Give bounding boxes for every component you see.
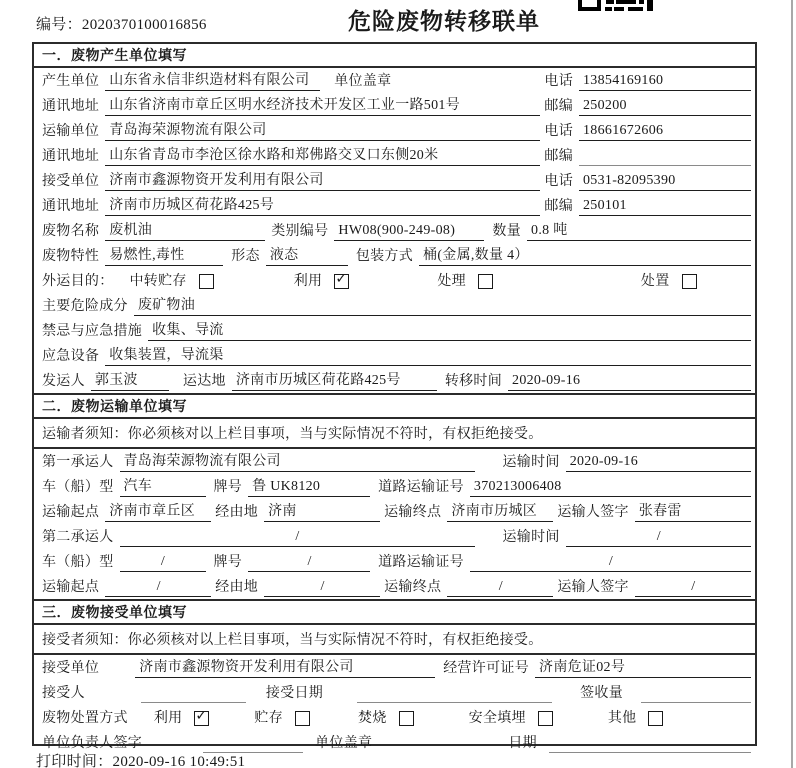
main-hazard-component-label-0: 主要危险成分: [42, 299, 128, 314]
checkbox-recv-incinerate: [399, 711, 414, 726]
transport-unit-label-0: 运输单位: [42, 124, 100, 139]
second-carrier-value-1: /: [120, 529, 475, 547]
vehicle-type-2-value-3: /: [248, 554, 370, 572]
vehicle-type-2-label-2: 牌号: [213, 555, 243, 570]
transfer-purpose-label-5: 处理: [437, 274, 466, 289]
receive-person-label-4: 签收量: [580, 686, 624, 701]
row-receive-unit: [34, 655, 755, 680]
producer-address-value-4: 250200: [579, 98, 751, 116]
receiver-unit-label-0: 接受单位: [42, 174, 100, 189]
receive-person-label-0: 接受人: [42, 686, 85, 701]
receiver-unit-label-3: 电话: [544, 174, 573, 189]
checkbox-recv-landfill: [538, 711, 553, 726]
page-title: 危险废物转移联单: [348, 8, 540, 34]
waste-name-value-1: 废机油: [105, 219, 265, 241]
waste-character-value-1: 易燃性,毒性: [105, 244, 223, 266]
route-1-value-1: 济南市章丘区: [105, 500, 211, 522]
transfer-purpose-label-7: 处置: [640, 274, 670, 289]
print-time-label: 打印时间：: [36, 754, 113, 768]
waste-character-label-0: 废物特性: [42, 249, 100, 264]
checkbox-utilize: [334, 271, 349, 289]
vehicle-type-1-label-2: 牌号: [213, 480, 243, 495]
receiver-address-label-3: 邮编: [544, 199, 573, 214]
page-edge-line: [791, 0, 793, 768]
transport-unit-value-1: 青岛海荣源物流有限公司: [105, 119, 540, 141]
checkbox-recv-other: [648, 711, 663, 726]
waste-character-label-4: 包装方式: [355, 249, 414, 264]
receive-person-label-2: 接受日期: [265, 686, 324, 701]
checkbox-transit-storage: [199, 274, 214, 289]
row-vehicle-type-2: [34, 549, 755, 574]
responsible-signature-label-0: 单位负责人签字: [42, 736, 143, 751]
transfer-purpose-label-3: 利用: [293, 274, 323, 289]
section-3-title: 三．废物接受单位填写: [34, 601, 755, 625]
checkbox-utilize-tick-icon: ✓: [335, 271, 348, 287]
producer-address-label-0: 通讯地址: [42, 99, 100, 114]
row-main-hazard-component: [34, 293, 755, 318]
vehicle-type-1-label-0: 车（船）型: [42, 480, 114, 495]
shipper-label-0: 发运人: [42, 374, 85, 389]
route-2-label-0: 运输起点: [42, 580, 100, 595]
receiver-address-value-4: 250101: [579, 198, 751, 216]
vehicle-type-1-label-4: 道路运输证号: [378, 480, 464, 495]
shipper-value-5: 2020-09-16: [508, 373, 751, 391]
row-producer-unit: [34, 68, 755, 93]
disposal-method-label-0: 废物处置方式: [42, 711, 128, 726]
section-2: [34, 393, 755, 599]
first-carrier-value-1: 青岛海荣源物流有限公司: [120, 450, 475, 472]
checkbox-recv-utilize-tick-icon: ✓: [195, 708, 208, 724]
first-carrier-value-3: 2020-09-16: [566, 454, 751, 472]
disposal-method-label-9: 其他: [607, 711, 637, 726]
shipper-value-3: 济南市历城区荷花路425号: [232, 369, 437, 391]
transfer-purpose-label-1: 中转贮存: [129, 274, 187, 289]
waste-character-value-5: 桶(金属,数量 4）: [419, 244, 751, 266]
receiver-unit-value-1: 济南市鑫源物资开发利用有限公司: [105, 169, 540, 191]
doc-number-value: 2020370100016856: [81, 17, 207, 33]
route-1-value-7: 张春雷: [635, 500, 751, 522]
row-route-2: [34, 574, 755, 599]
doc-number: [36, 13, 207, 34]
producer-address-label-3: 邮编: [544, 99, 573, 114]
row-transport-unit: [34, 118, 755, 143]
print-time-value: 2020-09-16 10:49:51: [112, 754, 246, 768]
transport-address-label-3: 邮编: [544, 149, 573, 164]
section-2-note: 运输者须知：你必须核对以上栏目事项，当与实际情况不符时，有权拒绝接受。: [34, 419, 755, 449]
responsible-signature-label-2: 单位盖章: [315, 736, 373, 751]
row-transport-address: [34, 143, 755, 168]
section-3-note: 接受者须知：你必须核对以上栏目事项，当与实际情况不符时，有权拒绝接受。: [34, 625, 755, 655]
receive-person-value-1: [141, 686, 246, 703]
doc-number-label: 编号：: [36, 17, 82, 33]
receiver-unit-value-4: 0531-82095390: [579, 173, 751, 191]
form-table: [32, 42, 757, 751]
row-second-carrier: [34, 524, 755, 549]
receive-unit-label-0: 接受单位: [42, 661, 100, 676]
vehicle-type-1-value-5: 370213006408: [470, 479, 751, 497]
route-2-value-3: /: [264, 579, 380, 597]
first-carrier-label-0: 第一承运人: [42, 455, 114, 470]
responsible-signature-label-3: 日期: [508, 736, 537, 751]
section-3: [34, 599, 755, 755]
row-precaution-measures: [34, 318, 755, 343]
transport-address-value-4: [579, 149, 751, 166]
row-receive-person: [34, 680, 755, 705]
emergency-equipment-label-0: 应急设备: [42, 349, 100, 364]
first-carrier-label-2: 运输时间: [502, 455, 560, 470]
vehicle-type-2-value-1: /: [120, 554, 206, 572]
second-carrier-label-2: 运输时间: [502, 530, 560, 545]
disposal-method-label-3: 贮存: [254, 711, 284, 726]
row-vehicle-type-1: [34, 474, 755, 499]
row-disposal-method: [34, 705, 755, 730]
row-first-carrier: [34, 449, 755, 474]
waste-character-value-3: 液态: [266, 244, 348, 266]
transfer-purpose-label-0: 外运目的：: [42, 274, 114, 289]
main-hazard-component-value-1: 废矿物油: [134, 294, 751, 316]
producer-unit-value-1: 山东省永信非织造材料有限公司: [105, 69, 320, 91]
receiver-address-value-1: 济南市历城区荷花路425号: [105, 194, 540, 216]
emergency-equipment-value-1: 收集装置，导流渠: [105, 344, 751, 366]
route-1-label-4: 运输终点: [384, 505, 442, 520]
producer-unit-label-0: 产生单位: [42, 74, 100, 89]
qr-code-fragment: [578, 0, 654, 11]
receive-person-value-5: [641, 686, 751, 703]
waste-name-label-0: 废物名称: [42, 224, 100, 239]
row-waste-name: [34, 218, 755, 243]
checkbox-recv-utilize: [194, 708, 209, 726]
checkbox-treat: [478, 274, 493, 289]
waste-name-label-2: 类别编号: [271, 224, 329, 239]
row-route-1: [34, 499, 755, 524]
route-1-value-5: 济南市历城区: [447, 500, 553, 522]
shipper-label-2: 运达地: [182, 374, 226, 389]
waste-character-label-2: 形态: [231, 249, 260, 264]
disposal-method-label-5: 焚烧: [358, 711, 387, 726]
producer-address-value-1: 山东省济南市章丘区明水经济技术开发区工业一路501号: [105, 94, 540, 116]
route-1-value-3: 济南: [264, 500, 380, 522]
checkbox-dispose: [682, 274, 697, 289]
vehicle-type-2-label-4: 道路运输证号: [378, 555, 464, 570]
route-1-label-6: 运输人签字: [557, 505, 629, 520]
row-waste-character: [34, 243, 755, 268]
receive-unit-label-2: 经营许可证号: [443, 661, 530, 676]
shipper-label-4: 转移时间: [444, 374, 503, 389]
receiver-address-label-0: 通讯地址: [42, 199, 100, 214]
responsible-signature-value-4: [549, 736, 751, 753]
precaution-measures-value-1: 收集、导流: [148, 319, 751, 341]
vehicle-type-2-value-5: /: [470, 554, 751, 572]
route-1-label-0: 运输起点: [42, 505, 100, 520]
waste-name-value-5: 0.8 吨: [527, 219, 751, 241]
section-2-title: 二．废物运输单位填写: [34, 395, 755, 419]
shipper-value-1: 郭玉波: [91, 369, 169, 391]
row-transfer-purpose: [34, 268, 755, 293]
transport-unit-label-3: 电话: [544, 124, 573, 139]
section-1: [34, 44, 755, 393]
row-receiver-address: [34, 193, 755, 218]
disposal-method-label-1: 利用: [153, 711, 183, 726]
route-1-label-2: 经由地: [215, 505, 259, 520]
disposal-method-label-7: 安全填埋: [468, 711, 526, 726]
route-2-value-7: /: [635, 579, 751, 597]
row-producer-address: [34, 93, 755, 118]
transport-address-value-1: 山东省青岛市李沧区徐水路和郑佛路交叉口东侧20米: [105, 144, 540, 166]
waste-name-value-3: HW08(900-249-08): [334, 223, 484, 241]
transport-unit-value-4: 18661672606: [579, 123, 751, 141]
vehicle-type-2-label-0: 车（船）型: [42, 555, 114, 570]
receive-person-value-3: [357, 686, 552, 703]
row-shipper: [34, 368, 755, 393]
second-carrier-label-0: 第二承运人: [42, 530, 114, 545]
row-receiver-unit: [34, 168, 755, 193]
producer-unit-label-4: 电话: [544, 74, 573, 89]
route-2-label-6: 运输人签字: [557, 580, 629, 595]
vehicle-type-1-value-3: 鲁 UK8120: [248, 475, 370, 497]
transport-address-label-0: 通讯地址: [42, 149, 100, 164]
checkbox-recv-storage: [295, 711, 310, 726]
receive-unit-value-3: 济南危证02号: [535, 656, 751, 678]
second-carrier-value-3: /: [566, 529, 751, 547]
route-2-value-1: /: [105, 579, 211, 597]
producer-unit-label-2: 单位盖章: [334, 74, 392, 89]
producer-unit-value-5: 13854169160: [579, 73, 751, 91]
print-time: [36, 750, 245, 768]
waste-name-label-4: 数量: [492, 224, 522, 239]
vehicle-type-1-value-1: 汽车: [120, 475, 206, 497]
route-2-label-2: 经由地: [215, 580, 259, 595]
receive-unit-value-1: 济南市鑫源物资开发利用有限公司: [135, 656, 435, 678]
section-1-title: 一．废物产生单位填写: [34, 44, 755, 68]
row-emergency-equipment: [34, 343, 755, 368]
precaution-measures-label-0: 禁忌与应急措施: [42, 324, 143, 339]
route-2-label-4: 运输终点: [384, 580, 442, 595]
route-2-value-5: /: [447, 579, 553, 597]
